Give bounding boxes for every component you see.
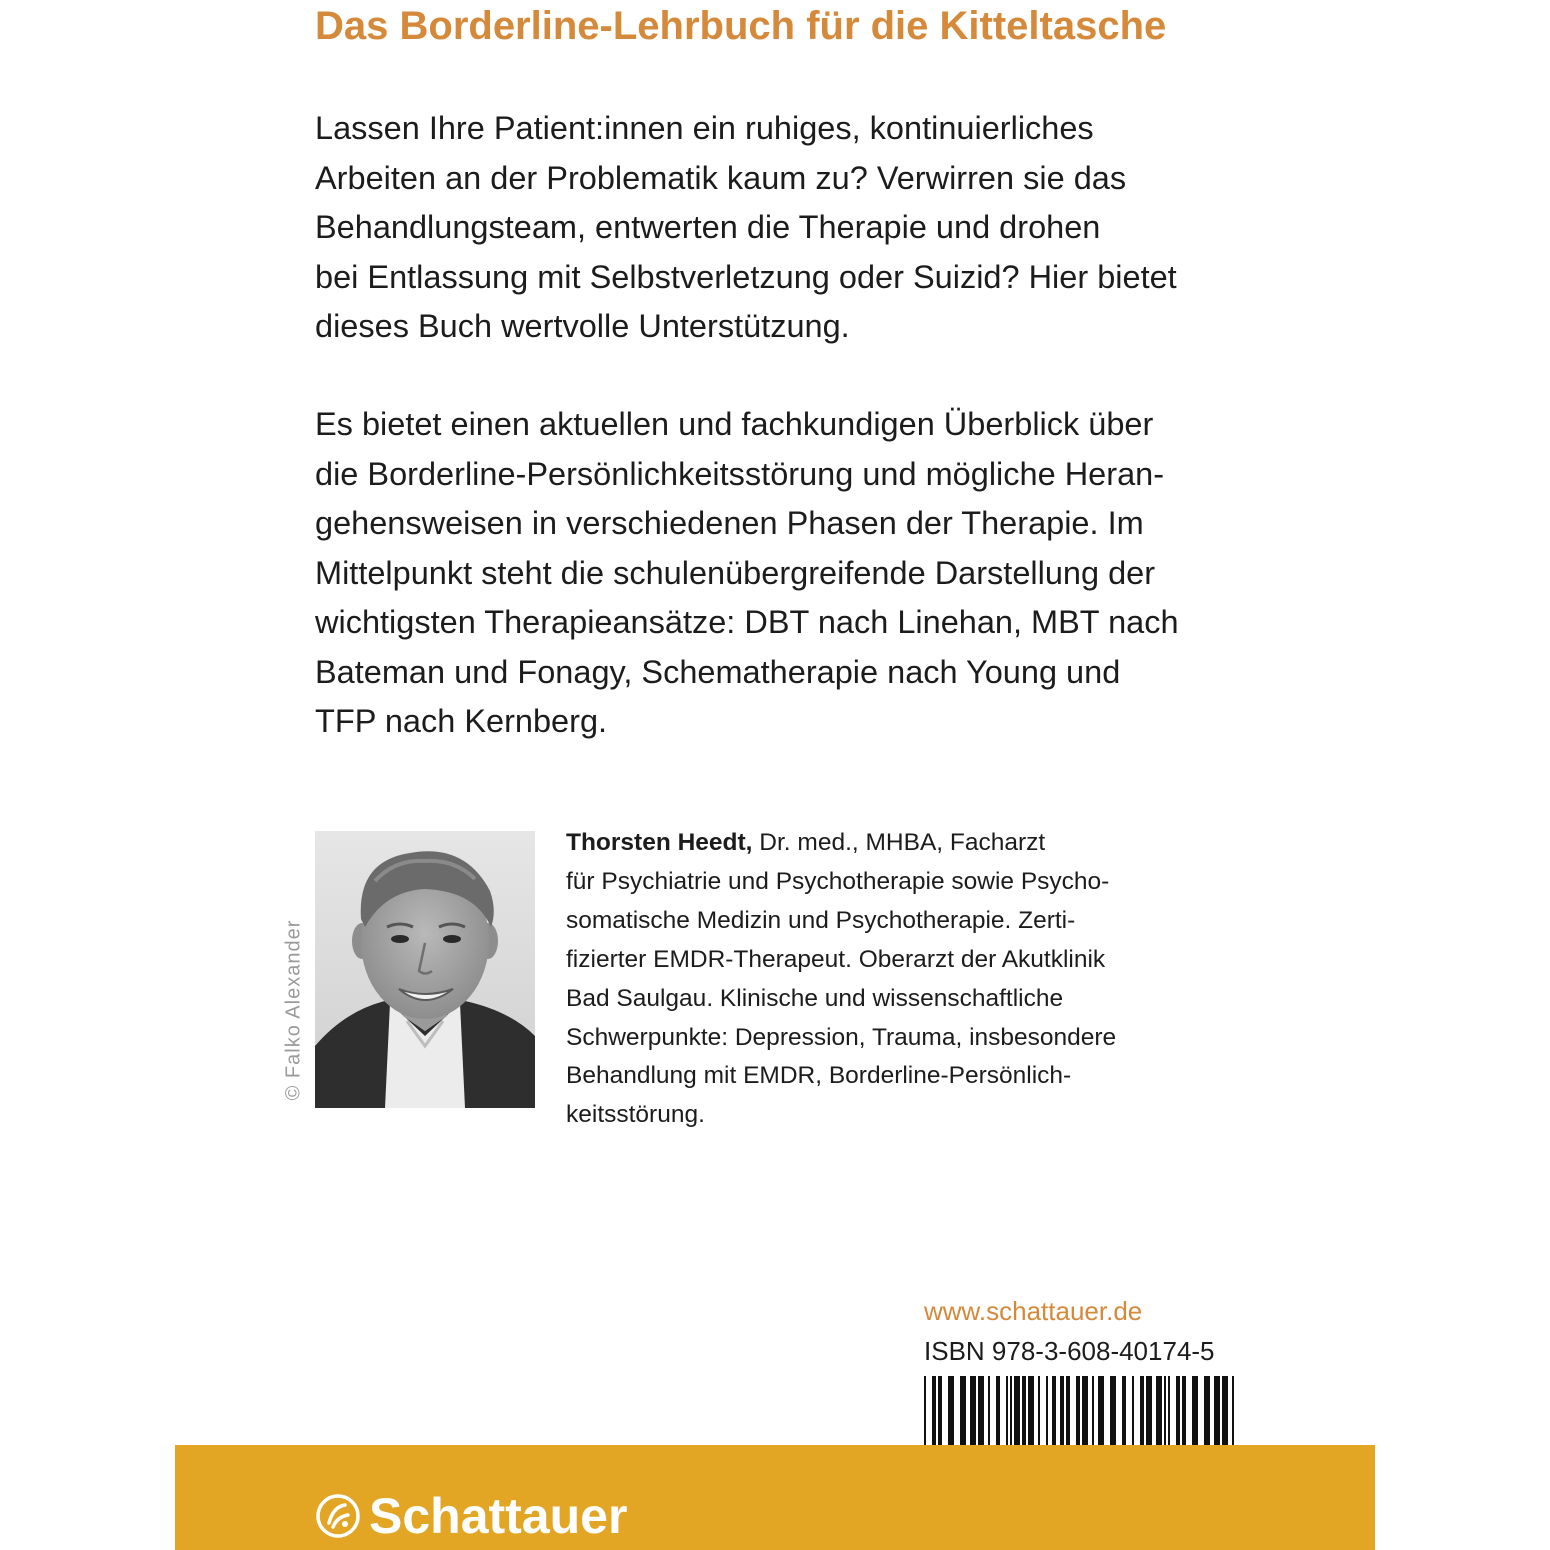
barcode-bar: [1082, 1376, 1088, 1446]
text-line: TFP nach Kernberg.: [315, 703, 608, 739]
barcode-bar: [988, 1376, 990, 1446]
text-line: bei Entlassung mit Selbstverletzung oder Suizid? Hier bietet: [315, 258, 1177, 295]
barcode-bar: [1146, 1376, 1152, 1446]
author-photo: [315, 831, 535, 1108]
barcode-bar: [938, 1376, 942, 1446]
barcode-bar: [1098, 1376, 1104, 1446]
description-paragraph-2: [315, 400, 1255, 747]
barcode-bar: [1060, 1376, 1064, 1446]
text-line: dieses Buch wertvolle Unterstützung.: [315, 308, 850, 344]
barcode-bar: [970, 1376, 976, 1446]
barcode-bar: [1222, 1376, 1228, 1446]
barcode-bar: [1182, 1376, 1186, 1446]
barcode-bar: [1156, 1376, 1162, 1446]
barcode-bar: [1006, 1376, 1008, 1446]
headline: Das Borderline-Lehrbuch für die Kitteltasche: [315, 4, 1167, 48]
barcode-bar: [1214, 1376, 1220, 1446]
author-name: Thorsten Heedt,: [566, 829, 753, 856]
barcode-bar: [1192, 1376, 1198, 1446]
barcode-bar: [1052, 1376, 1056, 1446]
bio-text: Dr. med., MHBA, Facharzt: [752, 829, 1046, 856]
barcode-bar: [1038, 1376, 1040, 1446]
photo-credit: © Falko Alexander: [282, 919, 305, 1101]
bio-line: keitsstörung.: [566, 1101, 705, 1129]
bio-line: für Psychiatrie und Psychotherapie sowie Psycho-: [566, 867, 1110, 895]
barcode-bar: [1076, 1376, 1080, 1446]
text-line: gehensweisen in verschiedenen Phasen der Therapie. Im: [315, 505, 1144, 541]
barcode-bar: [1010, 1376, 1012, 1446]
barcode-bar: [1028, 1376, 1034, 1446]
barcode-bar: [978, 1376, 984, 1446]
description-paragraph-1: [315, 104, 1255, 352]
barcode-bar: [1168, 1376, 1170, 1446]
publisher-name: Schattauer: [369, 1488, 628, 1544]
barcode-bar: [924, 1376, 926, 1446]
barcode-bar: [1204, 1376, 1210, 1446]
barcode-bar: [1066, 1376, 1070, 1446]
text-line: Lassen Ihre Patient:innen ein ruhiges, kontinuierliches: [315, 110, 1094, 146]
publisher-band: [175, 1445, 1375, 1550]
text-line: Es bietet einen aktuellen und fachkundigen Überblick über: [315, 406, 1154, 442]
bio-line: Schwerpunkte: Depression, Trauma, insbesondere: [566, 1023, 1117, 1051]
barcode-bar: [1122, 1376, 1126, 1446]
isbn: ISBN 978-3-608-40174-5: [924, 1336, 1215, 1366]
bio-line: Behandlung mit EMDR, Borderline-Persönlich-: [566, 1062, 1072, 1090]
bio-line: somatische Medizin und Psychotherapie. Zerti-: [566, 906, 1076, 934]
barcode-bar: [1110, 1376, 1116, 1446]
text-line: Behandlungsteam, entwerten die Therapie und drohen: [315, 209, 1101, 245]
barcode-bar: [1022, 1376, 1026, 1446]
author-bio: [566, 824, 1266, 1135]
barcode-bar: [1092, 1376, 1094, 1446]
bio-line: fizierter EMDR-Therapeut. Oberarzt der Akutklinik: [566, 945, 1106, 973]
barcode-bar: [1014, 1376, 1020, 1446]
barcode-bar: [1164, 1376, 1166, 1446]
barcode-bar: [948, 1376, 954, 1446]
barcode-bar: [1046, 1376, 1048, 1446]
barcode-bar: [1176, 1376, 1180, 1446]
schattauer-logo-icon: [315, 1493, 361, 1539]
bio-line: Bad Saulgau. Klinische und wissenschaftliche: [566, 984, 1064, 1012]
text-line: Bateman und Fonagy, Schematherapie nach Young und: [315, 653, 1121, 690]
publisher-website[interactable]: www.schattauer.de: [924, 1296, 1143, 1326]
text-line: Arbeiten an der Problematik kaum zu? Verwirren sie das: [315, 159, 1127, 196]
barcode-bar: [932, 1376, 936, 1446]
text-line: wichtigsten Therapieansätze: DBT nach Linehan, MBT nach: [315, 604, 1179, 640]
barcode-bar: [1132, 1376, 1134, 1446]
text-line: die Borderline-Persönlichkeitsstörung und mögliche Heran-: [315, 455, 1165, 492]
barcode-bar: [1140, 1376, 1144, 1446]
barcode-bar: [1232, 1376, 1234, 1446]
isbn-barcode: [924, 1376, 1236, 1446]
barcode-bar: [996, 1376, 1000, 1446]
bio-first-line: [566, 824, 1266, 863]
text-line: Mittelpunkt steht die schulenübergreifende Darstellung der: [315, 554, 1156, 591]
barcode-bar: [960, 1376, 966, 1446]
